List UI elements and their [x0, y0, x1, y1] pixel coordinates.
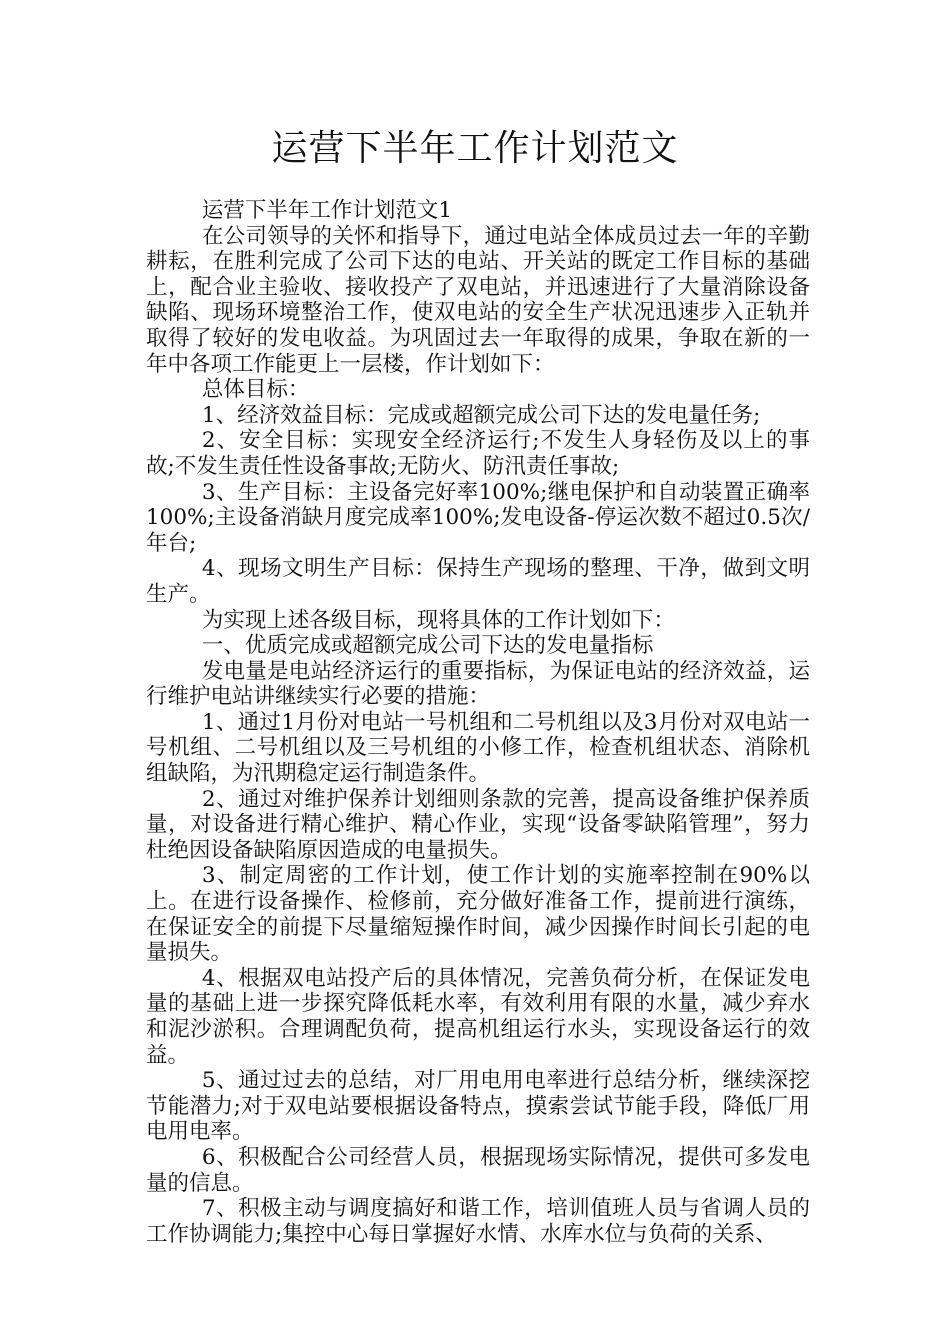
paragraph: 在公司领导的关怀和指导下，通过电站全体成员过去一年的辛勤耕耘，在胜利完成了公司下达的电站、开关站的既定工作目标的基础上，配合业主验收、接收投产了双电站，并迅速进行了大量消除设备缺陷、现场环境整治工作，使双电站的安全生产状况迅速步入正轨并取得了较好的发电收益。为巩固过去一年取得的成果，争取在新的一年中各项工作能更上一层楼，作计划如下： — [146, 223, 810, 377]
paragraph: 1、通过1月份对电站一号机组和二号机组以及3月份对双电站一号机组、二号机组以及三号机组的小修工作，检查机组状态、消除机组缺陷，为汛期稳定运行制造条件。 — [146, 709, 810, 787]
paragraph: 1、经济效益目标：完成或超额完成公司下达的发电量任务; — [201, 402, 761, 428]
paragraph: 4、现场文明生产目标：保持生产现场的整理、干净，做到文明生产。 — [146, 556, 810, 607]
paragraph: 7、积极主动与调度搞好和谐工作，培训值班人员与省调人员的工作协调能力;集控中心每日掌握好水情、水库水位与负荷的关系、 — [146, 1196, 810, 1247]
paragraph: 2、安全目标：实现安全经济运行;不发生人身轻伤及以上的事故;不发生责任性设备事故;无防火、防汛责任事故; — [146, 428, 810, 479]
paragraph: 3、制定周密的工作计划，使工作计划的实施率控制在90%以上。在进行设备操作、检修前，充分做好准备工作，提前进行演练，在保证安全的前提下尽量缩短操作时间，减少因操作时间长引起的电量损失。 — [146, 863, 810, 966]
paragraph: 6、积极配合公司经营人员，根据现场实际情况，提供可多发电量的信息。 — [146, 1144, 810, 1196]
paragraph: 总体目标： — [201, 377, 310, 403]
document-title: 运营下半年工作计划范文 — [271, 128, 679, 169]
paragraph-subtitle: 运营下半年工作计划范文1 — [201, 198, 453, 223]
paragraph: 2、通过对维护保养计划细则条款的完善，提高设备维护保养质量，对设备进行精心维护、精心作业，实现“设备零缺陷管理”，努力杜绝因设备缺陷原因造成的电量损失。 — [146, 786, 810, 863]
document-body — [146, 198, 810, 1247]
paragraph: 为实现上述各级目标，现将具体的工作计划如下： — [201, 607, 675, 633]
paragraph: 3、生产目标：主设备完好率100%;继电保护和自动装置正确率100%;主设备消缺月度完成率100%;发电设备-停运次数不超过0.5次/年台; — [146, 479, 810, 556]
paragraph: 5、通过过去的总结，对厂用电用电率进行总结分析，继续深挖节能潜力;对于双电站要根据设备特点，摸索尝试节能手段，降低厂用电用电率。 — [146, 1068, 810, 1145]
section-heading: 一、优质完成或超额完成公司下达的发电量指标 — [201, 633, 654, 659]
paragraph: 4、根据双电站投产后的具体情况，完善负荷分析，在保证发电量的基础上进一步探究降低耗水率，有效利用有限的水量，减少弃水和泥沙淤积。合理调配负荷，提高机组运行水头，实现设备运行的效益。 — [146, 965, 810, 1068]
paragraph: 发电量是电站经济运行的重要指标，为保证电站的经济效益，运行维护电站讲继续实行必要的措施： — [146, 658, 810, 710]
